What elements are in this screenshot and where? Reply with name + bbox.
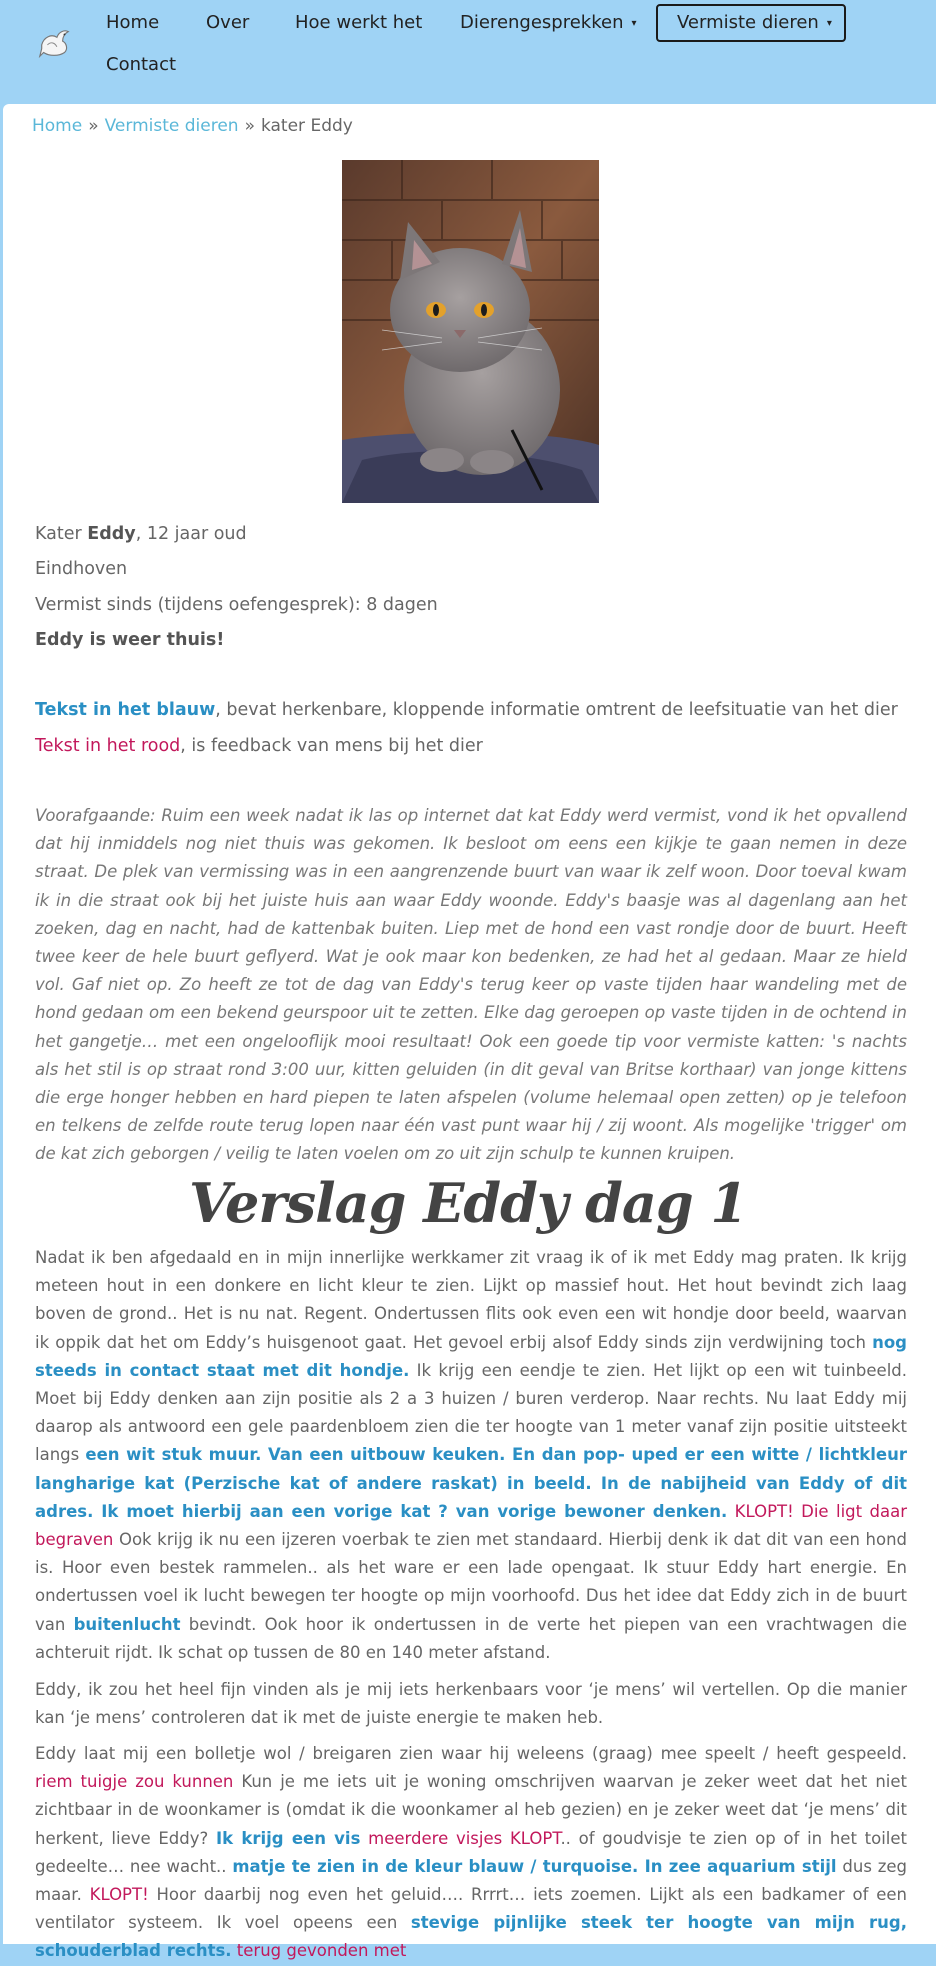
red-text-run: riem tuigje zou kunnen — [35, 1772, 234, 1792]
text-run: Kun je me iets uit je woning omschrijven waarvan je zeker weet dat het niet zichtbaar in de woonkamer is (omdat ik die woonkamer al heb gezien) en je zeker weet dat ‘je mens’ dit herkent, lieve Eddy? — [35, 1772, 907, 1848]
text-run: Ook krijg ik nu een ijzeren voerbak te zien met standaard. Hierbij denk ik dat dit van een hond is. Hoor even bestek rammelen.. als het ware er een lade opengaat. Ik stuur Eddy hart energie. En ondertussen voel ik lucht bewegen ter hoogte op mijn voorhoofd. Dus het idee dat Eddy zich in de buurt van — [35, 1530, 907, 1634]
report-paragraph-3 — [35, 1740, 907, 1961]
text-run: Ik krijg een eendje te zien. Het lijkt op een wit tuinbeeld. Moet bij Eddy denken aan zijn positie als 2 a 3 huizen / buren verderop. Naar rechts. Nu laat Eddy mij daarop als antwoord een gele paardenbloem zien die ter hoogte van 1 meter vanaf zijn positie uitsteekt langs — [35, 1360, 907, 1465]
nav-item-over[interactable]: Over — [206, 12, 250, 33]
profile-status-text: Eddy is weer thuis! — [35, 630, 225, 650]
report-title: Verslag Eddy dag 1 — [189, 1171, 747, 1235]
blue-text-run: buitenlucht — [73, 1614, 181, 1634]
cat-photo — [342, 160, 599, 503]
blue-text-run: nog steeds in contact staat met dit hondje. — [35, 1332, 907, 1380]
breadcrumb-section-link[interactable]: Vermiste dieren — [104, 116, 239, 136]
text-run: .. of goudvisje te zien op of in het toilet gedeelte… nee wacht.. — [35, 1828, 907, 1876]
legend-red — [35, 734, 483, 758]
breadcrumb-separator: » — [244, 116, 255, 136]
red-text-run: terug gevonden met — [231, 1941, 407, 1961]
blue-text-run: matje te zien in de kleur blauw / turquoise. In zee aquarium stijl — [232, 1856, 837, 1876]
site-header — [0, 0, 936, 104]
chevron-down-icon: ▾ — [826, 18, 832, 29]
text-run: bevindt. Ook hoor ik ondertussen in de verte het piepen van een vrachtwagen die achteruit rijdt. Ik schat op tussen de 80 en 140 meter afstand. — [35, 1614, 908, 1662]
breadcrumb — [32, 116, 353, 136]
red-text-run: KLOPT! Die ligt daar begraven — [35, 1501, 908, 1550]
profile-missing-since: Vermist sinds (tijdens oefengesprek): 8 dagen — [35, 595, 438, 615]
legend-red-text: , is feedback van mens bij het dier — [180, 736, 483, 756]
cat-photo-illustration — [342, 160, 599, 503]
profile-city: Eindhoven — [35, 559, 128, 579]
nav-item-vermiste-dieren[interactable] — [677, 11, 832, 36]
report-paragraph-1 — [35, 1244, 907, 1667]
profile-age: , 12 jaar oud — [135, 524, 247, 544]
blue-text-run: stevige pijnlijke steek ter hoogte van mijn rug, schouderblad rechts. — [35, 1913, 907, 1961]
profile-prefix: Kater — [35, 524, 88, 544]
breadcrumb-current: kater Eddy — [260, 116, 353, 136]
profile-status — [35, 628, 224, 652]
blue-text-run: Ik krijg een vis — [216, 1828, 361, 1848]
legend-red-label: Tekst in het rood — [35, 736, 181, 756]
legend-blue-text: , bevat herkenbare, kloppende informatie omtrent de leefsituatie van het dier — [215, 700, 898, 720]
legend-blue-label: Tekst in het blauw — [35, 700, 216, 720]
nav-item-home[interactable]: Home — [106, 12, 160, 33]
red-text-run: meerdere visjes KLOPT — [360, 1828, 561, 1848]
intro-paragraph: Voorafgaande: Ruim een week nadat ik las op internet dat kat Eddy werd vermist, vond ik het opvallend dat hij inmiddels nog niet thuis was gekomen. Ik besloot om eens een kijkje te gaan nemen in deze straat. De plek van vermissing was in een aangrenzende buurt van waar ik zelf woon. Door toeval kwam ik in die straat ook bij het juiste huis aan waar Eddy woonde. Eddy's baasje was al dagenlang aan het zoeken, dag en nacht, had de kattenbak buiten. Liep met de hond een vast rondje door de buurt. Heeft twee keer de hele buurt geflyerd. Wat je ook maar kon bedenken, ze had het al gedaan. Maar ze hield vol. Gaf niet op. Zo heeft ze tot de dag van Eddy's terug keer op vaste tijden haar wandeling met de hond gedaan om een bekend geurspoor uit te zetten. Elke dag geroepen op vaste tijden in de ochtend in het gangetje… met een ongelooflijk mooi resultaat! Ook een goede tip voor vermiste katten: 's nachts als het stil is op straat rond 3:00 uur, kitten geluiden (in dit geval van Britse korthaar) van jonge kittens die erge honger hebben en hard piepen te laten afspelen (volume helemaal open zetten) op je telefoon en telkens de zelfde route terug lopen naar één vast punt waar hij / zij woont. Als mogelijke 'trigger' om de kat zich geborgen / veilig te laten voelen om zo uit zijn schulp te kunnen kruipen. — [35, 806, 907, 1164]
breadcrumb-separator: » — [88, 116, 99, 136]
chevron-down-icon: ▾ — [631, 18, 637, 29]
nav-item-label: Vermiste dieren — [677, 12, 819, 33]
text-run: Nadat ik ben afgedaald en in mijn innerlijke werkkamer zit vraag ik of ik met Eddy mag praten. Ik krijg meteen hout in een donkere en licht kleur te zien. Lijkt op massief hout. Het hout bevindt zich laag boven de grond.. Het is nu nat. Regent. Ondertussen flits ook even een wit hondje door beeld, waarvan ik oppik dat het om Eddy’s huisgenoot gaat. Het gevoel erbij alsof Eddy sinds zijn verdwijning toch — [35, 1248, 907, 1352]
profile-name-age — [35, 522, 247, 546]
blue-text-run: een wit stuk muur. Van een uitbouw keuken. En dan pop- uped er een witte / lichtkleur langharige kat (Perzische kat of andere raskat) in beeld. In de nabijheid van Eddy of dit adres. Ik moet hierbij aan een vorige kat ? van vorige bewoner denken. — [35, 1445, 908, 1521]
nav-item-contact[interactable]: Contact — [106, 54, 177, 75]
legend-blue — [35, 698, 898, 722]
nav-item-dierengesprekken[interactable] — [460, 11, 637, 36]
dove-icon[interactable] — [36, 24, 74, 62]
text-run: Hoor daarbij nog even het geluid…. Rrrrt… iets zoemen. Lijkt als een badkamer of een ventilator systeem. Ik voel opeens een — [35, 1885, 907, 1933]
profile-name: Eddy — [87, 524, 136, 544]
report-paragraph-2: Eddy, ik zou het heel fijn vinden als je mij iets herkenbaars voor ‘je mens’ wil vertellen. Op die manier kan ‘je mens’ controleren dat ik met de juiste energie te maken heb. — [35, 1680, 907, 1728]
text-run: Eddy laat mij een bolletje wol / breigaren zien waar hij weleens (graag) mee speelt / heeft gespeeld. — [35, 1744, 907, 1763]
nav-item-hoe-werkt-het[interactable]: Hoe werkt het — [295, 12, 423, 33]
nav-item-label: Dierengesprekken — [460, 12, 624, 33]
text-run: dus zeg maar. — [35, 1856, 907, 1905]
breadcrumb-home-link[interactable]: Home — [32, 116, 83, 136]
red-text-run: KLOPT! — [89, 1885, 149, 1905]
